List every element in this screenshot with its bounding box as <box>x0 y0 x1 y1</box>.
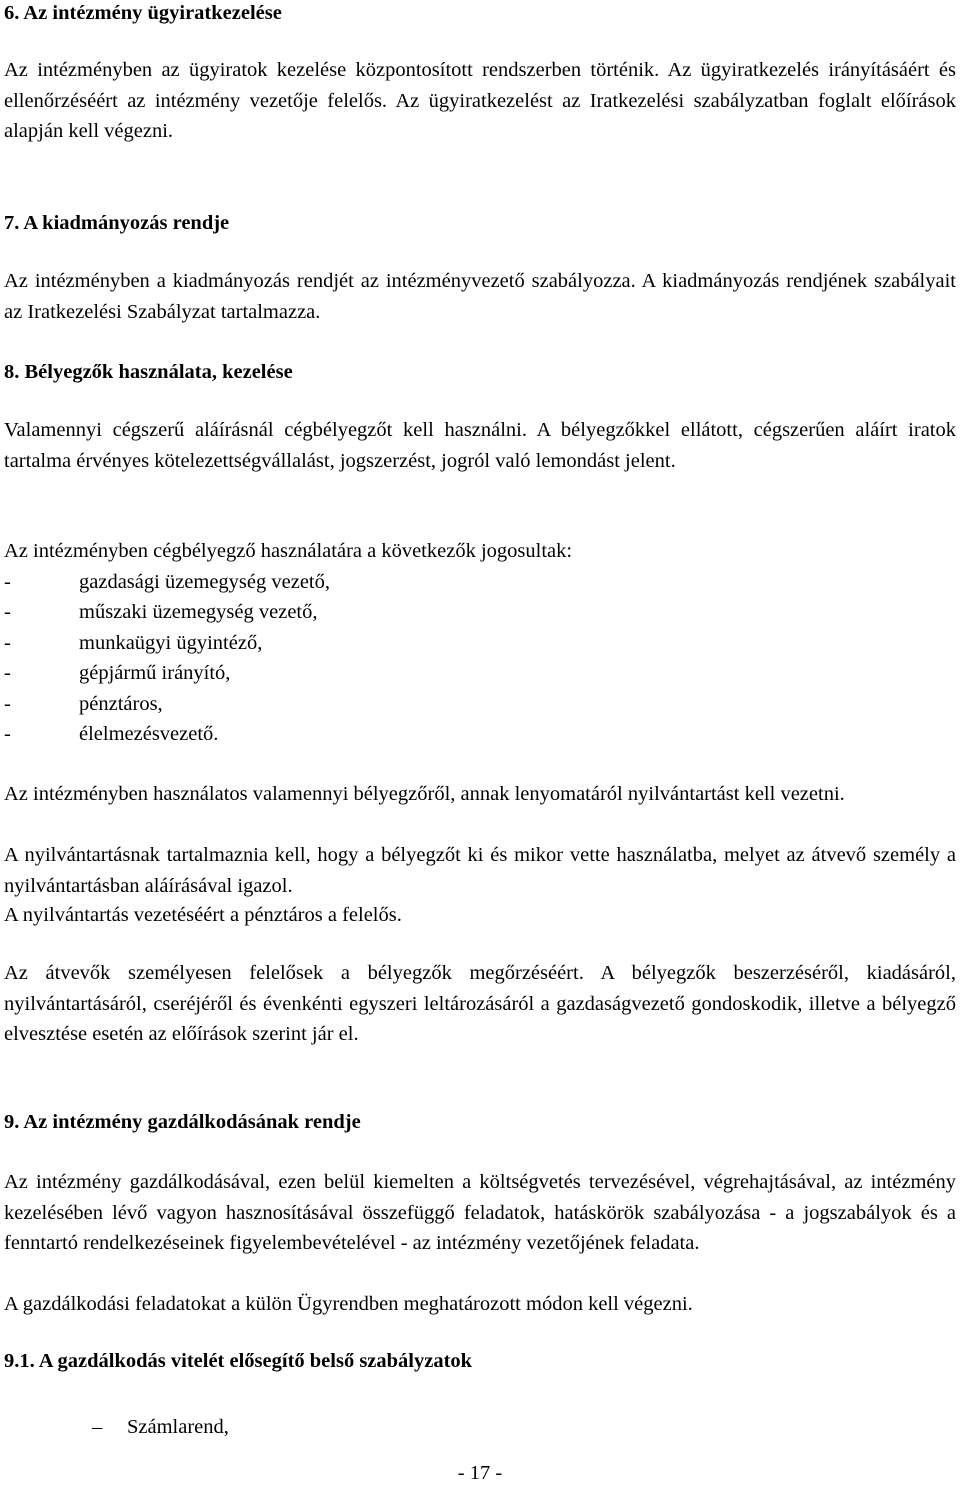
section-9-heading: 9. Az intézmény gazdálkodásának rendje <box>4 1111 361 1133</box>
list-marker: - <box>4 693 11 715</box>
page-number: - 17 - <box>457 1462 503 1484</box>
section-8-paragraph-6: Az átvevők személyesen felelősek a bélyegzők megőrzéséért. A bélyegzők beszerzéséről, kiadásáról, nyilvántartásáról, cseréjéről és évenkénti egyszeri leltározásáról a gazdaságvezető gondoskodik, illetve a bélyegző elvesztése esetén az előírások szerint jár el. <box>4 962 956 1045</box>
section-8-paragraph-4: A nyilvántartásnak tartalmaznia kell, hogy a bélyegzőt ki és mikor vette használatba, melyet az átvevő személy a nyilvántartásban aláírásával igazol. <box>4 844 956 897</box>
list-item: - munkaügyi ügyintéző, <box>4 628 262 659</box>
list-marker: – <box>92 1416 103 1438</box>
section-8-heading: 8. Bélyegzők használata, kezelése <box>4 361 293 383</box>
list-item: - élelmezésvezető. <box>4 719 218 750</box>
list-marker: - <box>4 571 11 593</box>
section-6-heading: 6. Az intézmény ügyiratkezelése <box>4 2 282 24</box>
list-item: - pénztáros, <box>4 689 163 720</box>
section-8-paragraph-2: Az intézményben cégbélyegző használatára a következők jogosultak: <box>4 540 573 562</box>
section-6-paragraph: Az intézményben az ügyiratok kezelése központosított rendszerben történik. Az ügyiratkezelés irányításáért és ellenőrzéséért az intézmény vezetője felelős. Az ügyiratkezelést az Iratkezelési szabályzatban foglalt előírások alapján kell végezni. <box>4 59 956 142</box>
section-9-paragraph-1: Az intézmény gazdálkodásával, ezen belül kiemelten a költségvetés tervezésével, végrehajtásával, az intézmény kezelésében lévő vagyon hasznosításával összefüggő feladatok, hatáskörök szabályozása - a jogszabályok és a fenntartó rendelkezéseinek figyelembevételével - az intézmény vezetőjének feladata. <box>4 1171 956 1254</box>
section-8-paragraph-1: Valamennyi cégszerű aláírásnál cégbélyegzőt kell használni. A bélyegzőkkel ellátott, cégszerűen aláírt iratok tartalma érvényes kötelezettségvállalást, jogszerzést, jogról való lemondást jelent. <box>4 419 956 472</box>
regulation-list-item: – Számlarend, <box>92 1412 229 1442</box>
section-7-heading: 7. A kiadmányozás rendje <box>4 212 230 234</box>
list-item: - gazdasági üzemegység vezető, <box>4 567 330 598</box>
section-9-paragraph-2: A gazdálkodási feladatokat a külön Ügyrendben meghatározott módon kell végezni. <box>4 1293 693 1315</box>
section-8-paragraph-3: Az intézményben használatos valamennyi bélyegzőről, annak lenyomatáról nyilvántartást kell vezetni. <box>4 783 845 805</box>
section-7-paragraph: Az intézményben a kiadmányozás rendjét az intézményvezető szabályozza. A kiadmányozás rendjének szabályait az Iratkezelési Szabályzat tartalmazza. <box>4 270 956 323</box>
section-8-paragraph-5: A nyilvántartás vezetéséért a pénztáros a felelős. <box>4 904 402 926</box>
list-item: - gépjármű irányító, <box>4 658 230 689</box>
list-marker: - <box>4 632 11 654</box>
list-marker: - <box>4 723 11 745</box>
list-marker: - <box>4 662 11 684</box>
section-9-1-heading: 9.1. A gazdálkodás vitelét elősegítő belső szabályzatok <box>4 1350 473 1372</box>
list-item: - műszaki üzemegység vezető, <box>4 597 318 628</box>
list-marker: - <box>4 601 11 623</box>
